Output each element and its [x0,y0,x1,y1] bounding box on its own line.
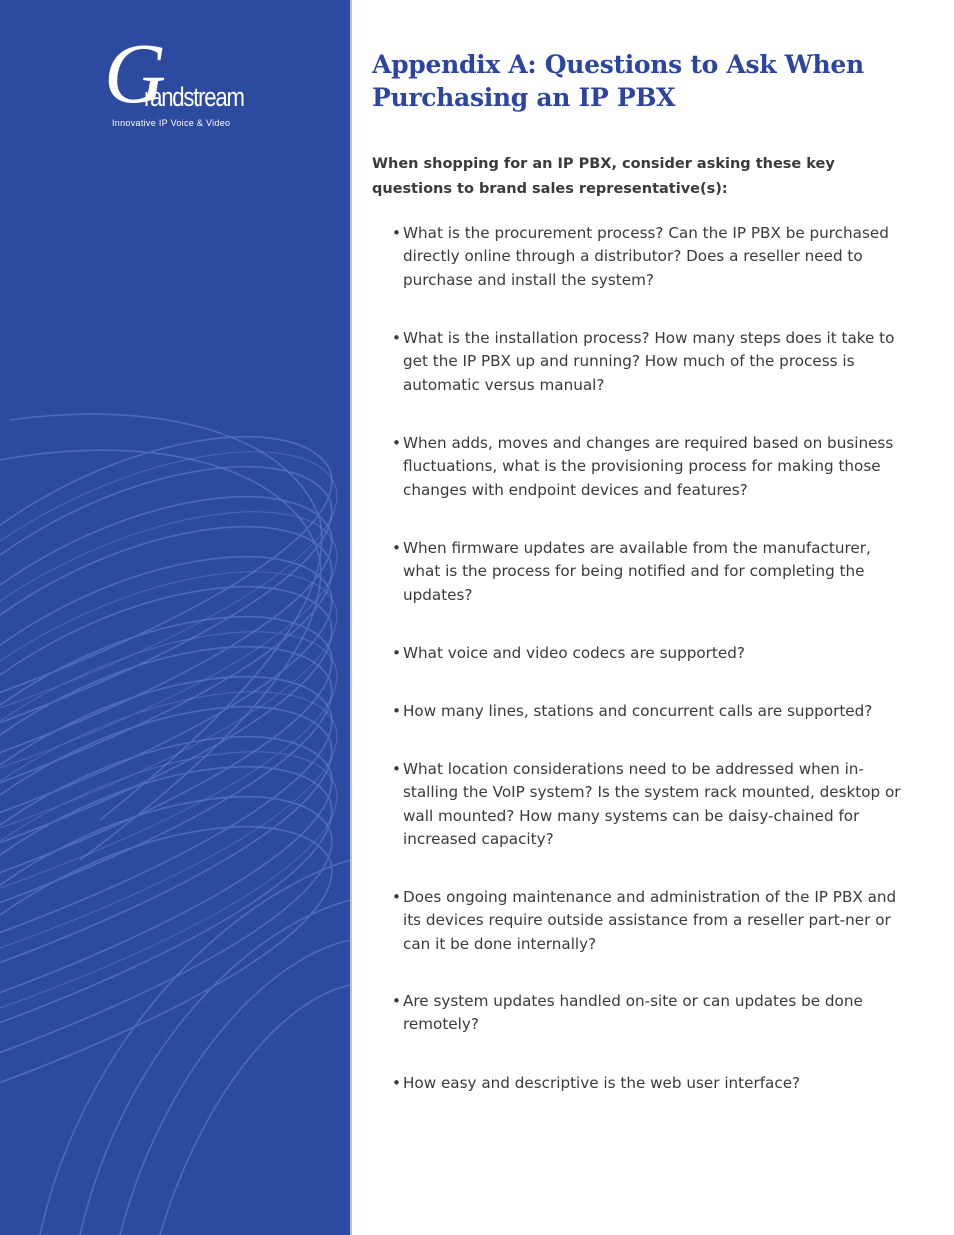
list-item [392,1072,902,1095]
list-item [392,537,902,607]
list-item [392,758,902,851]
list-item [392,432,902,502]
sidebar-divider [350,0,352,1235]
list-item [392,886,902,956]
question-text: When adds, moves and changes are required based on business fluctuations, what is the provisioning process for making those changes with endpoint devices and features? [403,434,894,499]
question-text: When firmware updates are available from the manufacturer, what is the process for being notified and for completing the updates? [403,539,871,604]
sidebar-panel [0,0,350,1235]
question-text: What is the procurement process? Can the IP PBX be purchased directly online through a distributor? Does a reseller need to purchase and install the system? [403,224,889,289]
bullet-icon: • [392,1074,401,1092]
question-text: What location considerations need to be addressed when in-stalling the VoIP system? Is the system rack mounted, desktop or wall mounted? How many systems can be daisy-chained for increased capacity? [403,760,901,848]
question-text: How many lines, stations and concurrent calls are supported? [403,702,873,720]
list-item [392,700,902,723]
question-text: What voice and video codecs are supported? [403,644,745,662]
grandstream-logo [104,25,254,134]
list-item [392,222,902,292]
bullet-icon: • [392,539,401,557]
bullet-icon: • [392,992,401,1010]
question-text: Are system updates handled on-site or can updates be done remotely? [403,992,863,1034]
bullet-icon: • [392,644,401,662]
bullet-icon: • [392,329,401,347]
list-item [392,642,902,665]
logo-tagline: Innovative IP Voice & Video [112,118,231,128]
page-title: Appendix A: Questions to Ask When Purchasing an IP PBX [372,50,864,112]
question-text: What is the installation process? How many steps does it take to get the IP PBX up and running? How much of the process is automatic versus manual? [403,329,895,394]
question-text: Does ongoing maintenance and administration of the IP PBX and its devices require outside assistance from a reseller part-ner or can it be done internally? [403,888,897,953]
intro-text: When shopping for an IP PBX, consider asking these key questions to brand sales representative(s): [372,156,835,197]
list-item [392,990,902,1037]
swirl-decoration [0,0,350,1235]
bullet-icon: • [392,888,401,906]
bullet-icon: • [392,434,401,452]
main-content [372,48,912,202]
list-item [392,327,902,397]
bullet-icon: • [392,224,401,242]
bullet-icon: • [392,702,401,720]
logo-letter: G [104,25,167,121]
logo-wordmark: randstream [144,82,244,112]
bullet-icon: • [392,760,401,778]
question-text: How easy and descriptive is the web user interface? [403,1074,801,1092]
